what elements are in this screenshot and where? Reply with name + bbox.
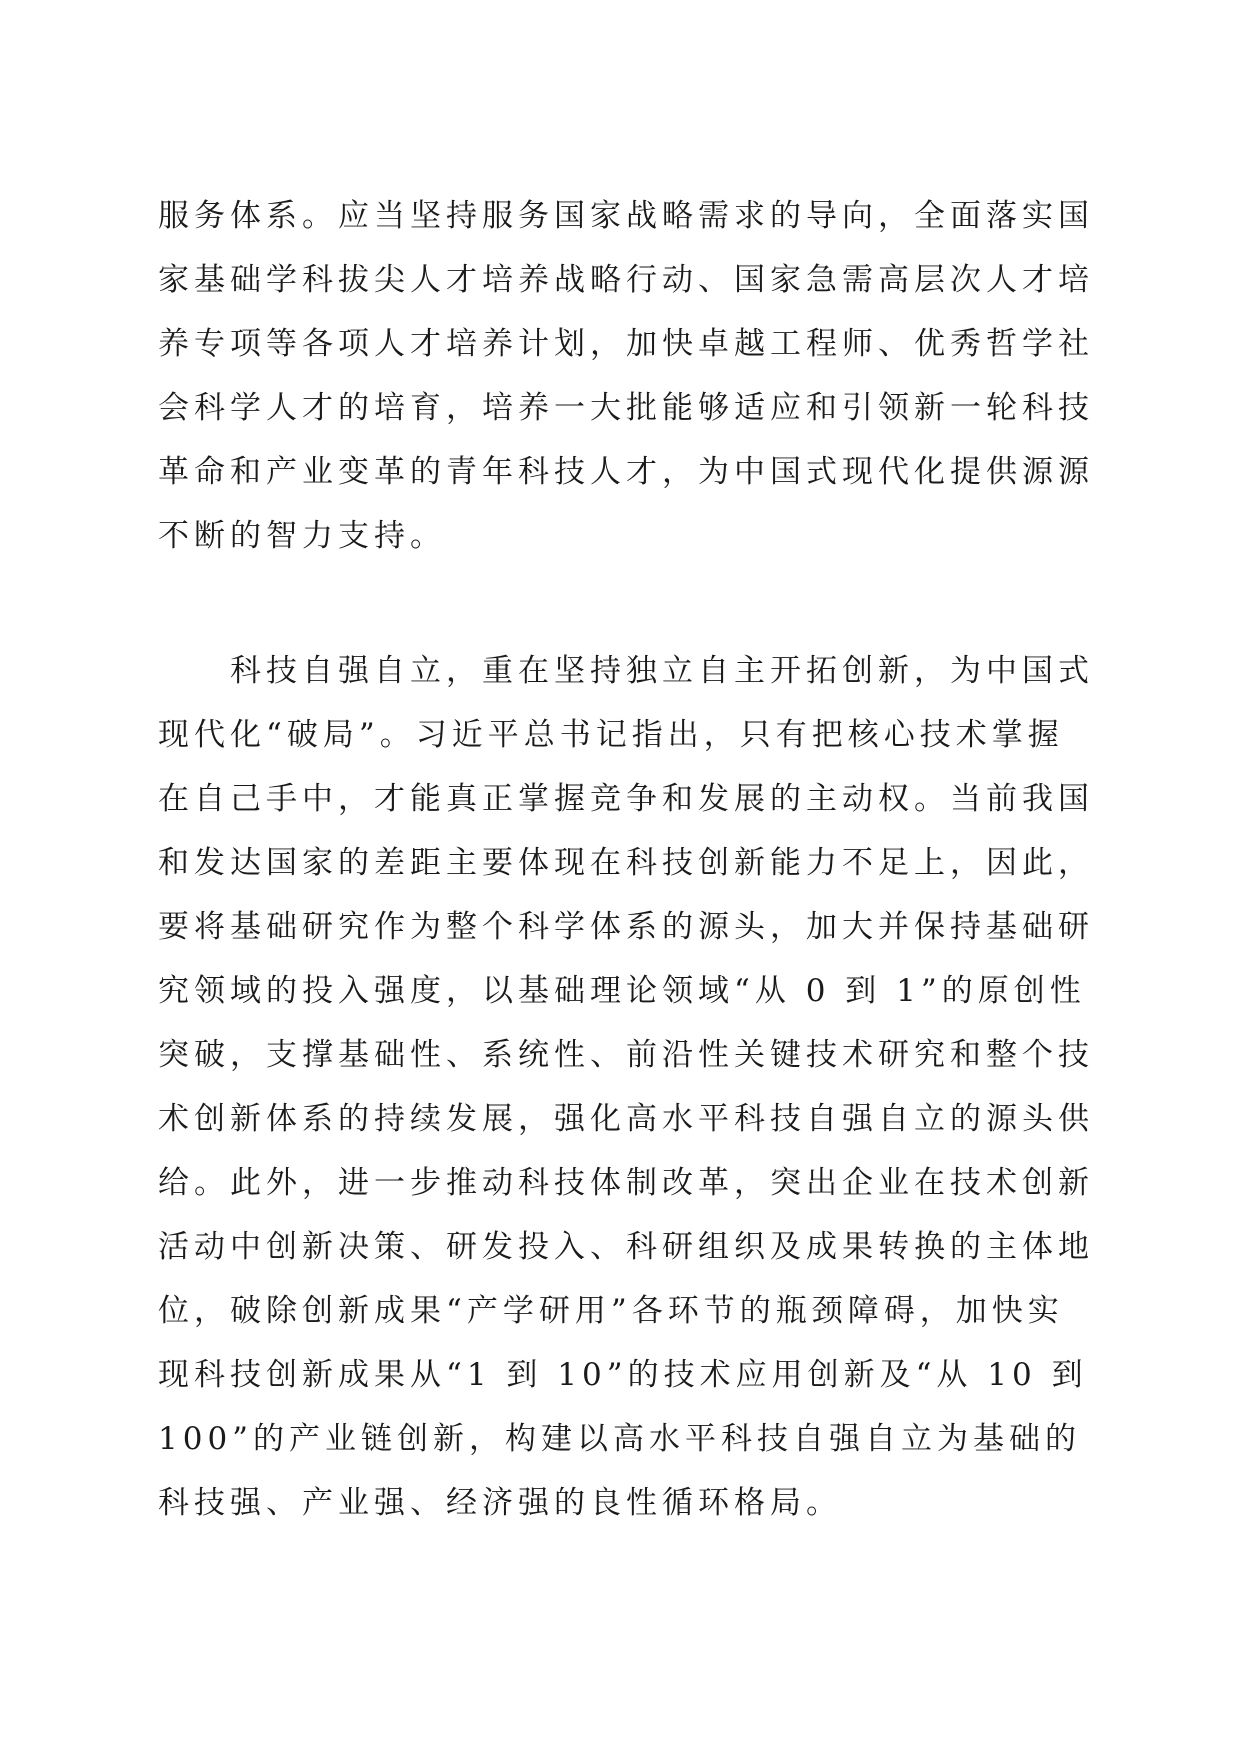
text-line: 不断的智力支持。 <box>158 518 446 554</box>
text-line: 术创新体系的持续发展，强化高水平科技自强自立的源头供 <box>158 1101 1094 1137</box>
text-line: 服务体系。应当坚持服务国家战略需求的导向，全面落实国 <box>158 198 1094 234</box>
text-line: 100”的产业链创新，构建以高水平科技自强自立为基础的 <box>158 1421 1082 1457</box>
text-line: 要将基础研究作为整个科学体系的源头，加大并保持基础研 <box>158 909 1094 945</box>
text-line: 革命和产业变革的青年科技人才，为中国式现代化提供源源 <box>158 454 1094 490</box>
text-line: 位，破除创新成果“产学研用”各环节的瓶颈障碍，加快实 <box>158 1293 1064 1329</box>
text-line: 科技自强自立，重在坚持独立自主开拓创新，为中国式 <box>230 653 1094 689</box>
text-line: 给。此外，进一步推动科技体制改革，突出企业在技术创新 <box>158 1165 1094 1201</box>
text-line: 和发达国家的差距主要体现在科技创新能力不足上，因此， <box>158 845 1094 881</box>
text-line: 究领域的投入强度，以基础理论领域“从 0 到 1”的原创性 <box>158 973 1086 1009</box>
paragraph-2 <box>158 639 1094 1535</box>
text-line: 养专项等各项人才培养计划，加快卓越工程师、优秀哲学社 <box>158 326 1094 362</box>
text-line: 科技强、产业强、经济强的良性循环格局。 <box>158 1485 842 1521</box>
text-line: 会科学人才的培育，培养一大批能够适应和引领新一轮科技 <box>158 390 1094 426</box>
text-line: 家基础学科拔尖人才培养战略行动、国家急需高层次人才培 <box>158 262 1094 298</box>
paragraph-1 <box>158 184 1094 568</box>
text-line: 现科技创新成果从“1 到 10”的技术应用创新及“从 10 到 <box>158 1357 1088 1393</box>
text-line: 现代化“破局”。习近平总书记指出，只有把核心技术掌握 <box>158 717 1064 753</box>
text-line: 突破，支撑基础性、系统性、前沿性关键技术研究和整个技 <box>158 1037 1094 1073</box>
text-line: 在自己手中，才能真正掌握竞争和发展的主动权。当前我国 <box>158 781 1094 817</box>
text-line: 活动中创新决策、研发投入、科研组织及成果转换的主体地 <box>158 1229 1094 1265</box>
